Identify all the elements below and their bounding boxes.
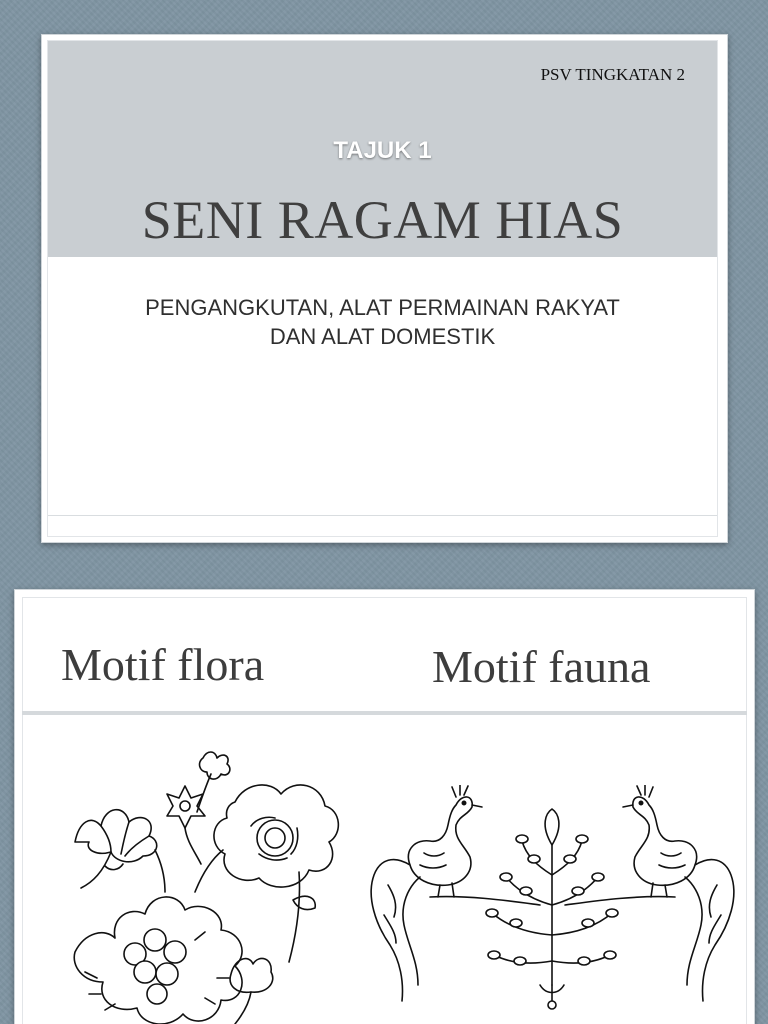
slide-title: SENI RAGAM HIAS — [141, 190, 624, 250]
title-header-band — [48, 41, 717, 257]
flora-motif-illustration — [45, 742, 345, 1024]
subtitle-line-1: PENGANGKUTAN, ALAT PERMAINAN RAKYAT — [145, 295, 620, 320]
flower-cluster-icon — [74, 850, 242, 1024]
course-label: PSV TINGKATAN 2 — [540, 65, 685, 84]
flora-heading: Motif flora — [61, 639, 265, 690]
title-slide — [41, 34, 728, 543]
slide-footer-divider — [48, 515, 717, 516]
topic-number: TAJUK 1 — [333, 137, 432, 164]
star-flower-icon — [167, 786, 205, 864]
motif-slide — [14, 589, 755, 1024]
subtitle-line-2: DAN ALAT DOMESTIK — [269, 324, 496, 349]
right-peacock-icon — [565, 785, 734, 1001]
left-peacock-icon — [371, 785, 540, 1001]
title-slide-frame — [47, 40, 718, 537]
fauna-motif-illustration — [360, 785, 745, 1024]
heading-divider — [22, 711, 747, 715]
slide-subtitle — [48, 293, 717, 351]
fauna-heading: Motif fauna — [432, 641, 651, 692]
rose-flower-icon — [214, 785, 338, 962]
lily-flower-icon — [75, 810, 157, 888]
small-bud-icon — [197, 752, 230, 812]
tree-of-life-icon — [486, 809, 618, 1009]
